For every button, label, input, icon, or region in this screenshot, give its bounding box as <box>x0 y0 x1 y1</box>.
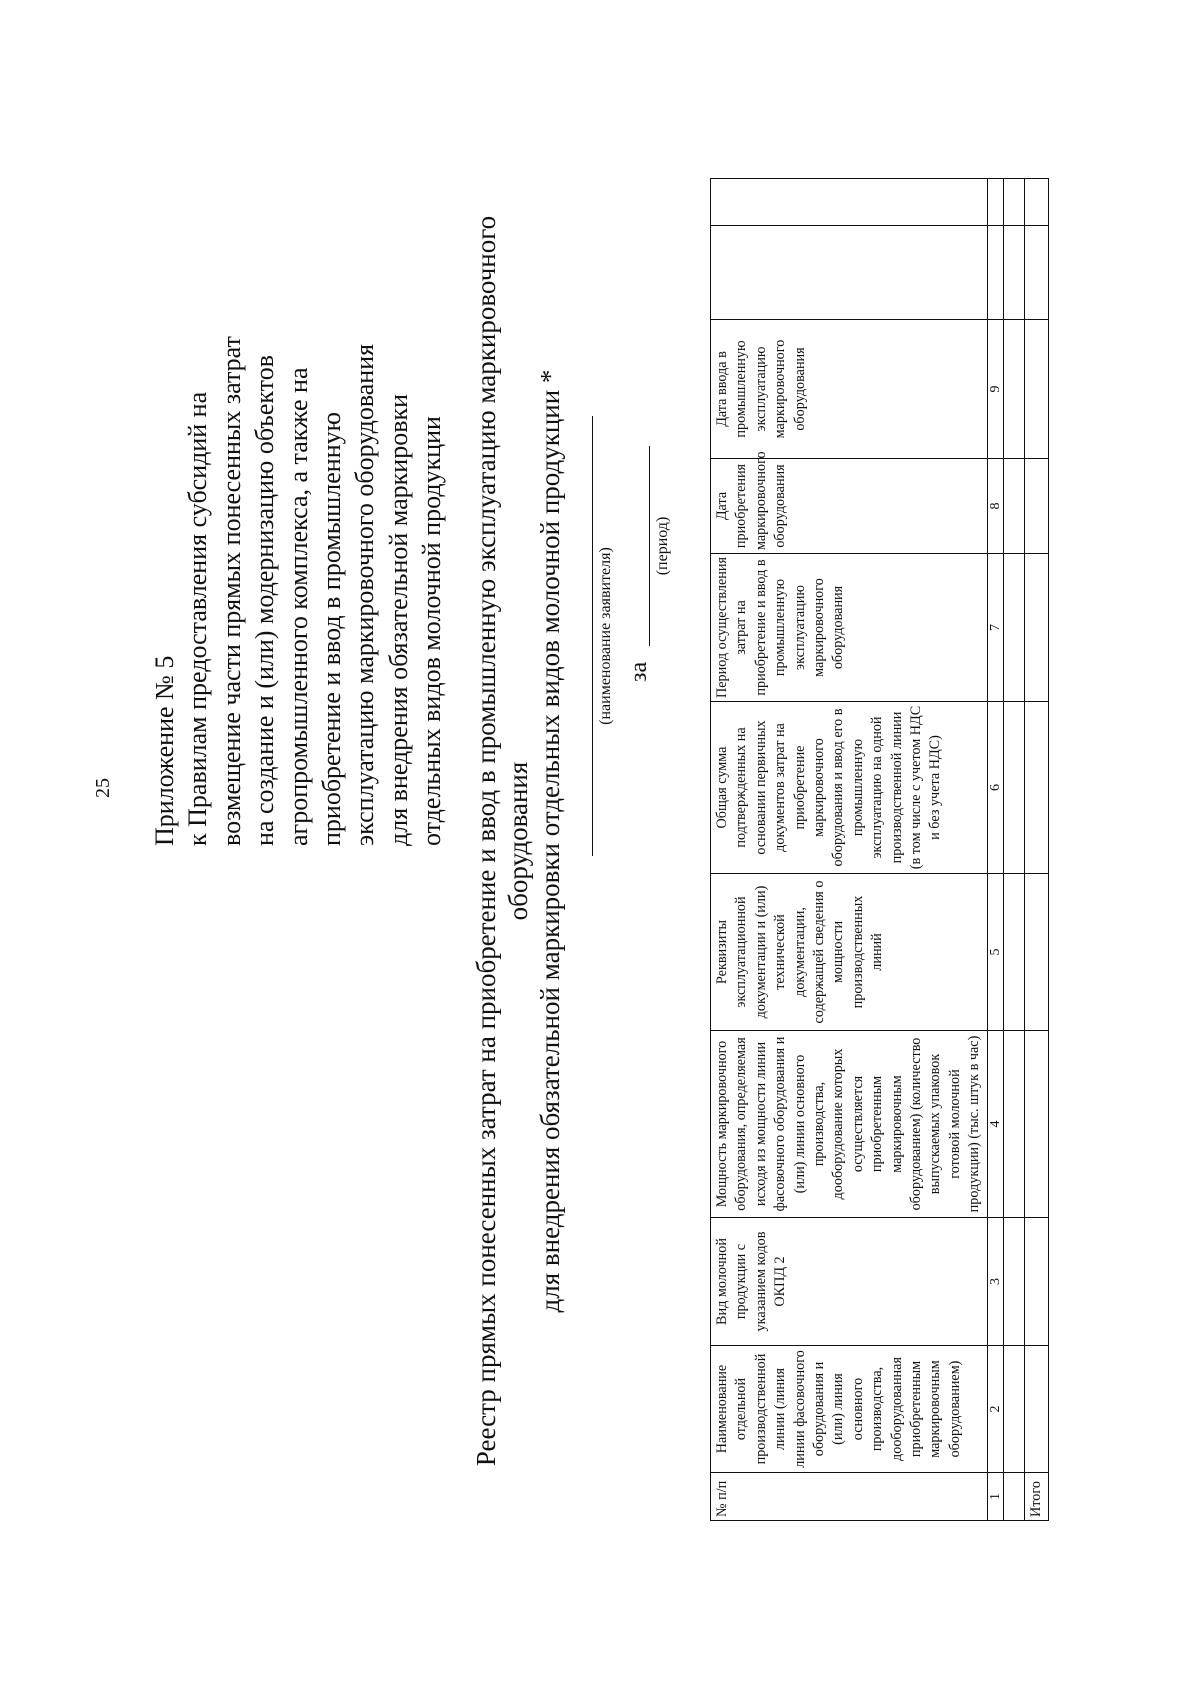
column-number-cell: 5 <box>987 874 1003 1031</box>
column-number-row <box>987 179 1003 1521</box>
table-cell <box>1024 702 1048 874</box>
appendix-line: для внедрения обязательной маркировки <box>383 393 413 846</box>
appendix-line: на создание и (или) модернизацию объектов <box>250 355 280 846</box>
header-cell-acquisition-date: Дата приобретения маркировочного оборудования <box>711 459 988 554</box>
header-cell-capacity: Мощность маркировочного оборудования, определяемая исходя из мощности линии фасовочного оборудования и (или) линии основного производства, дооборудование которых осуществляется приобретенным маркировочным оборудованием) (количество выпускаемых упаковок готовой молочной продукции) (тыс. штук в час) <box>711 1031 988 1218</box>
column-number-cell <box>987 226 1003 320</box>
table-cell <box>1024 226 1048 320</box>
appendix-line: к Правилам предоставления субсидий на <box>183 391 213 846</box>
column-number-cell: 4 <box>987 1031 1003 1218</box>
table-cell <box>1003 226 1024 320</box>
table-cell <box>1003 179 1024 226</box>
appendix-line: агропромышленного комплекса, а также на <box>283 367 313 846</box>
column-number-cell: 7 <box>987 554 1003 702</box>
total-label: Итого <box>1024 1473 1048 1521</box>
column-number-cell: 9 <box>987 320 1003 459</box>
period-fill-line <box>649 446 650 646</box>
table-cell <box>1003 320 1024 459</box>
header-cell-empty <box>711 226 988 320</box>
table-cell <box>1003 874 1024 1031</box>
table-cell <box>1024 1218 1048 1346</box>
table-cell <box>1003 459 1024 554</box>
table-cell <box>1003 554 1024 702</box>
table-cell <box>1003 1346 1024 1473</box>
appendix-block <box>148 126 449 846</box>
applicant-caption: (наименование заявителя) <box>597 547 614 725</box>
table-cell <box>1003 1218 1024 1346</box>
applicant-fill-line <box>592 416 593 856</box>
table-cell <box>1003 1473 1024 1521</box>
appendix-line: Приложение № 5 <box>150 655 179 846</box>
table-header-row <box>711 179 988 1521</box>
column-number-cell: 8 <box>987 459 1003 554</box>
table-cell <box>1024 554 1048 702</box>
column-number-cell: 1 <box>987 1473 1003 1521</box>
appendix-line: возмещение части прямых понесенных затрат <box>216 336 246 846</box>
period-prefix: за <box>626 661 652 682</box>
header-cell-num: № п/п <box>711 1473 988 1521</box>
appendix-line: эксплуатацию маркировочного оборудования <box>350 343 380 846</box>
table-cell <box>1024 1346 1048 1473</box>
period-caption: (период) <box>654 516 671 576</box>
header-cell-line-name: Наименование отдельной производственной линии (линия линии фасовочного оборудования и (или) линия основного производства, дооборудованная приобретенным маркировочным оборудованием) <box>711 1346 988 1473</box>
header-cell-empty <box>711 179 988 226</box>
table-cell <box>1024 179 1048 226</box>
table-cell <box>1024 874 1048 1031</box>
document-title <box>470 146 566 1536</box>
column-number-cell: 3 <box>987 1218 1003 1346</box>
column-number-cell <box>987 179 1003 226</box>
header-cell-total-sum: Общая сумма подтвержденных на основании первичных документов затрат на приобретение маркировочного оборудования и ввод его в промышленную эксплуатацию на одной производственной линии (в том числе с учетом НДС и без учета НДС) <box>711 702 988 874</box>
header-cell-documentation: Реквизиты эксплуатационной документации и (или) технической документации, содержащей сведения о мощности производственных линий <box>711 874 988 1031</box>
register-table <box>710 178 1049 1521</box>
table-row <box>1003 179 1024 1521</box>
table-cell <box>1003 702 1024 874</box>
column-number-cell: 2 <box>987 1346 1003 1473</box>
title-line-1: Реестр прямых понесенных затрат на приобретение и ввод в промышленную эксплуатацию маркировочного оборудования <box>471 215 533 1467</box>
table-cell <box>1024 459 1048 554</box>
table-cell <box>1024 1031 1048 1218</box>
column-number-cell: 6 <box>987 702 1003 874</box>
title-line-2: для внедрения обязательной маркировки отдельных видов молочной продукции * <box>535 369 565 1313</box>
table-cell <box>1024 320 1048 459</box>
header-cell-product-type: Вид молочной продукции с указанием кодов ОКПД 2 <box>711 1218 988 1346</box>
appendix-line: приобретение и ввод в промышленную <box>317 411 347 846</box>
appendix-line: отдельных видов молочной продукции <box>417 416 447 846</box>
header-cell-commissioning-date: Дата ввода в промышленную эксплуатацию маркировочного оборудования <box>711 320 988 459</box>
total-row <box>1024 179 1048 1521</box>
header-cell-period: Период осуществления затрат на приобретение и ввод в промышленную эксплуатацию маркировочного оборудования <box>711 554 988 702</box>
table-cell <box>1003 1031 1024 1218</box>
page-number: 25 <box>92 778 114 798</box>
